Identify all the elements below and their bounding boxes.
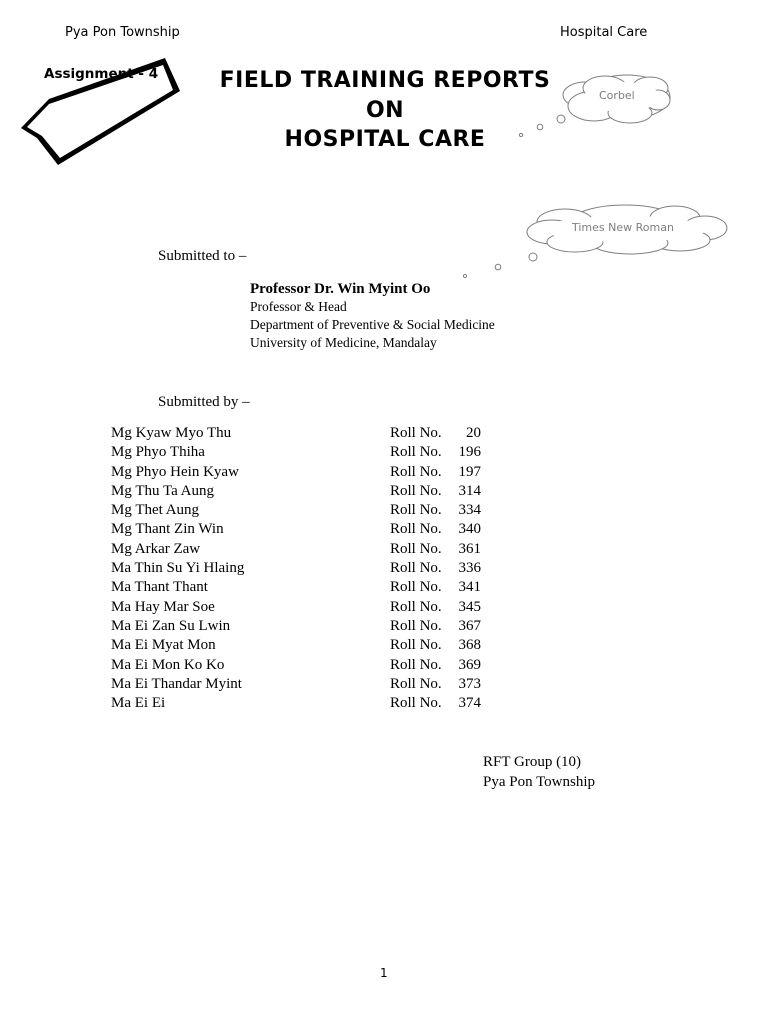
list-item <box>111 694 491 713</box>
page-number: 1 <box>380 966 388 980</box>
member-name: Mg Phyo Thiha <box>111 444 205 461</box>
member-list <box>111 424 491 713</box>
group-block <box>483 753 595 792</box>
title-line-3: HOSPITAL CARE <box>284 127 486 152</box>
roll-label: Roll No. <box>390 463 442 480</box>
member-name: Ma Ei Ei <box>111 695 166 712</box>
group-name: RFT Group (10) <box>483 754 582 770</box>
roll-label: Roll No. <box>390 579 442 596</box>
assignment-label: Assignment - 4 <box>44 66 159 82</box>
thought-cloud-corbel <box>510 68 675 143</box>
list-item <box>111 443 491 462</box>
member-name: Mg Thant Zin Win <box>111 521 224 538</box>
member-name: Ma Ei Zan Su Lwin <box>111 617 231 634</box>
roll-number: 340 <box>458 521 481 538</box>
list-item <box>111 656 491 675</box>
title-line-2: ON <box>365 97 405 123</box>
roll-number: 197 <box>458 463 481 480</box>
roll-number: 374 <box>458 695 481 712</box>
roll-number: 345 <box>458 598 481 615</box>
member-name: Mg Kyaw Myo Thu <box>111 425 232 441</box>
list-item <box>111 501 491 520</box>
member-name: Mg Thu Ta Aung <box>111 482 214 499</box>
recipient-position: Professor & Head <box>250 299 347 314</box>
list-item <box>111 598 491 617</box>
roll-number: 334 <box>458 502 481 519</box>
roll-label: Roll No. <box>390 656 442 673</box>
member-name: Ma Hay Mar Soe <box>111 598 215 615</box>
roll-label: Roll No. <box>390 675 442 692</box>
recipient-university: University of Medicine, Mandalay <box>250 335 437 350</box>
group-township: Pya Pon Township <box>483 773 596 790</box>
recipient-name: Professor Dr. Win Myint Oo <box>250 281 431 297</box>
roll-number: 361 <box>458 540 481 557</box>
list-item <box>111 424 491 443</box>
list-item <box>111 675 491 694</box>
roll-number: 367 <box>458 617 481 634</box>
roll-label: Roll No. <box>390 425 442 441</box>
roll-label: Roll No. <box>390 598 442 615</box>
list-item <box>111 617 491 636</box>
recipient-department: Department of Preventive & Social Medicine <box>250 317 495 332</box>
list-item <box>111 520 491 539</box>
roll-number: 20 <box>466 425 481 441</box>
roll-label: Roll No. <box>390 502 442 519</box>
roll-number: 369 <box>458 656 481 673</box>
thought-cloud-times <box>455 198 735 280</box>
roll-label: Roll No. <box>390 482 442 499</box>
recipient-block <box>250 280 495 352</box>
cloud-label-times: Times New Roman <box>572 221 674 234</box>
member-name: Ma Thin Su Yi Hlaing <box>111 560 245 577</box>
roll-label: Roll No. <box>390 695 442 712</box>
cloud-label-corbel: Corbel <box>599 89 635 102</box>
roll-label: Roll No. <box>390 637 442 654</box>
submitted-by-label: Submitted by – <box>158 394 250 410</box>
member-name: Ma Ei Mon Ko Ko <box>111 656 225 673</box>
roll-number: 196 <box>458 444 481 461</box>
roll-label: Roll No. <box>390 521 442 538</box>
member-name: Ma Ei Myat Mon <box>111 637 216 654</box>
roll-number: 341 <box>458 579 481 596</box>
roll-number: 373 <box>458 675 481 692</box>
list-item <box>111 540 491 559</box>
member-name: Ma Thant Thant <box>111 579 208 596</box>
roll-number: 314 <box>458 482 481 499</box>
title-line-1: FIELD TRAINING REPORTS <box>219 68 551 93</box>
submitted-to-label: Submitted to – <box>158 248 247 264</box>
roll-number: 368 <box>458 637 481 654</box>
roll-label: Roll No. <box>390 444 442 461</box>
roll-label: Roll No. <box>390 560 442 577</box>
list-item <box>111 636 491 655</box>
roll-label: Roll No. <box>390 540 442 557</box>
roll-number: 336 <box>458 560 481 577</box>
roll-label: Roll No. <box>390 617 442 634</box>
header-left: Pya Pon Township <box>65 25 180 40</box>
member-name: Ma Ei Thandar Myint <box>111 675 242 692</box>
member-name: Mg Phyo Hein Kyaw <box>111 463 239 480</box>
list-item <box>111 578 491 597</box>
header-right: Hospital Care <box>560 25 648 40</box>
list-item <box>111 463 491 482</box>
list-item <box>111 482 491 501</box>
member-name: Mg Arkar Zaw <box>111 540 201 557</box>
member-name: Mg Thet Aung <box>111 502 200 519</box>
list-item <box>111 559 491 578</box>
